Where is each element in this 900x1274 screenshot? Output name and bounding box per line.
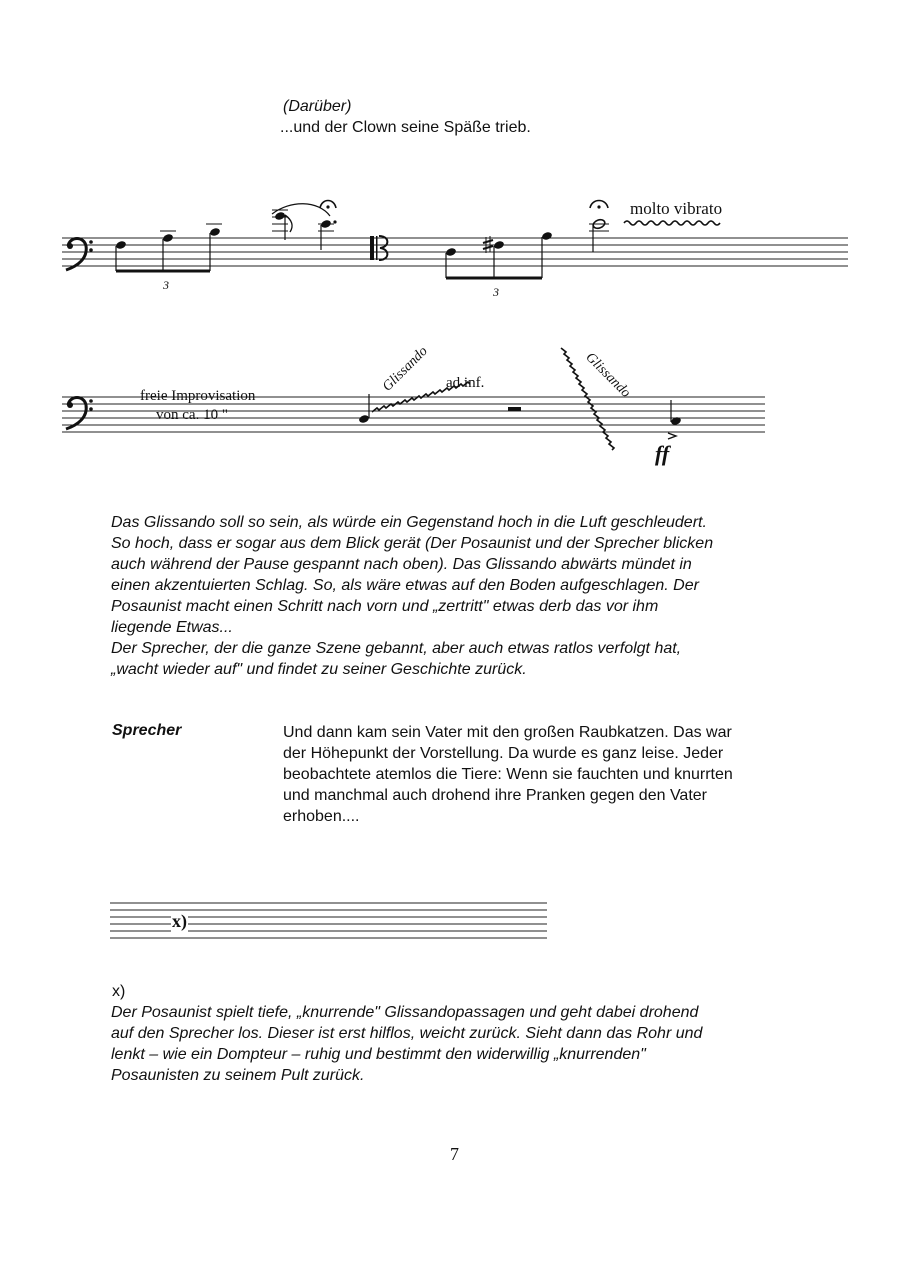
- speaker-name: Sprecher: [112, 722, 182, 739]
- glissando-up-label: Glissando: [380, 343, 431, 395]
- footnote-line: Posaunisten zu seinem Pult zurück.: [111, 1067, 365, 1084]
- instruction-line: Posaunist macht einen Schritt nach vorn und „zertritt" etwas derb das vor ihm: [111, 598, 659, 615]
- improvisation-duration: von ca. 10 ": [156, 407, 228, 423]
- page-number: 7: [450, 1144, 459, 1164]
- instruction-line: auch während der Pause gespannt nach oben). Das Glissando abwärts mündet in: [111, 556, 692, 573]
- tuplet-number: 3: [493, 285, 499, 299]
- speaker-line: erhoben....: [283, 808, 360, 825]
- instruction-line: Das Glissando soll so sein, als würde ein Gegenstand hoch in die Luft geschleudert.: [111, 514, 707, 531]
- speaker-line: der Höhepunkt der Vorstellung. Da wurde es ganz leise. Jeder: [283, 745, 724, 762]
- instruction-line: Der Sprecher, der die ganze Szene gebannt, aber auch etwas ratlos verfolgt hat,: [111, 640, 682, 657]
- speaker-line: beobachtete atemlos die Tiere: Wenn sie fauchten und knurrten: [283, 766, 733, 783]
- instruction-line: So hoch, dass er sogar aus dem Blick gerät (Der Posaunist und der Sprecher blicken: [111, 535, 714, 552]
- footnote-line: lenkt – wie ein Dompteur – ruhig und bestimmt den widerwillig „knurrenden": [111, 1046, 646, 1063]
- stage-direction: (Darüber): [283, 98, 352, 115]
- footnote-marker: x): [172, 911, 187, 931]
- expression-marking: molto vibrato: [630, 199, 723, 218]
- narration-line: ...und der Clown seine Späße trieb.: [280, 119, 531, 136]
- instruction-line: liegende Etwas...: [111, 619, 233, 636]
- tuplet-number: 3: [163, 278, 169, 292]
- instruction-line: „wacht wieder auf" und findet zu seiner Geschichte zurück.: [111, 661, 527, 678]
- footnote-line: Der Posaunist spielt tiefe, „knurrende" Glissandopassagen und geht dabei drohend: [111, 1004, 699, 1021]
- ad-inf-marking: ad inf.: [446, 375, 485, 391]
- dynamic-marking: ff: [655, 441, 670, 466]
- speaker-line: und manchmal auch drohend ihre Pranken gegen den Vater: [283, 787, 707, 804]
- glissando-down-label: Glissando: [582, 350, 634, 401]
- speaker-line: Und dann kam sein Vater mit den großen Raubkatzen. Das war: [283, 724, 732, 741]
- instruction-line: einen akzentuierten Schlag. So, als wäre etwas auf den Boden aufgeschlagen. Der: [111, 577, 699, 594]
- footnote-text: [111, 1002, 702, 1086]
- improvisation-text: freie Improvisation: [140, 388, 256, 404]
- footnote-label: x): [112, 983, 126, 1000]
- footnote-line: auf den Sprecher los. Dieser ist erst hilflos, weicht zurück. Sieht dann das Rohr und: [111, 1025, 703, 1042]
